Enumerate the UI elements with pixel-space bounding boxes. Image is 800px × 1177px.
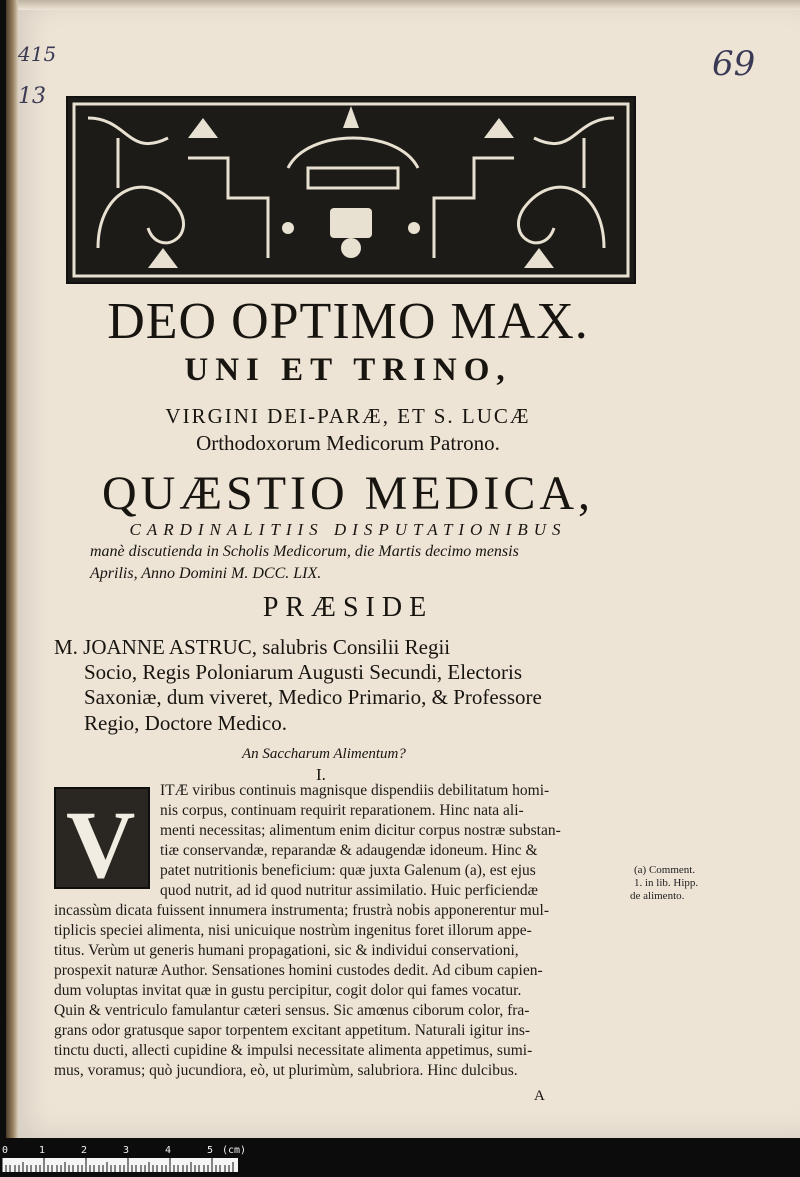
margin-note: (a) Comment. — [634, 864, 696, 876]
question-heading: An Saccharum Alimentum? — [242, 746, 406, 762]
body-line: ITÆ viribus continuis magnisque dispendiis debilitatum homi- — [160, 782, 550, 799]
body-line: tiplicis speciei alimenta, nisi unicuique nostrùm ingenitus foret illorum appe- — [54, 922, 532, 939]
thesis-subtitle: CARDINALITIIS DISPUTATIONIBUS — [129, 520, 567, 539]
ruler-label: 0 — [2, 1145, 9, 1156]
praeside-heading: PRÆSIDE — [262, 592, 434, 623]
dedication-line: DEO OPTIMO MAX. — [107, 293, 589, 350]
headpiece-ornament — [66, 96, 636, 284]
body-line: nis corpus, continuam requirit reparationem. Hinc nata ali- — [160, 802, 524, 819]
page-top-edge — [18, 0, 800, 10]
praeses-line: M. JOANNE ASTRUC, salubris Consilii Regii — [54, 635, 451, 659]
ruler-label: 4 — [165, 1145, 172, 1156]
drop-cap-letter: V — [66, 791, 136, 889]
body-line: tinctu ducti, allecti cupidine & impulsi necessitate alimenta appetimus, sumi- — [54, 1042, 533, 1059]
body-line: titus. Verùm ut generis humani propagationi, sic & individui conservationi, — [54, 942, 519, 959]
signature-mark: A — [534, 1088, 545, 1104]
ruler-label: 1 — [39, 1145, 46, 1156]
body-line: dum voluptas invitat quæ in gustu percipitur, cogit dolor qui fames vocatur. — [54, 982, 522, 999]
body-line: Quin & ventriculo famulantur cæteri sensus. Sic amœnus ciborum color, fra- — [54, 1002, 530, 1019]
body-line: quod nutrit, ad id quod nutritur assimilatio. Huic perficiendæ — [160, 882, 538, 899]
book-page — [6, 0, 800, 1138]
book-spine — [6, 0, 18, 1138]
body-line: menti necessitas; alimentum enim dicitur corpus nostræ substan- — [160, 822, 561, 839]
thesis-date-line: Aprilis, Anno Domini M. DCC. LIX. — [90, 565, 322, 582]
manuscript-folio-number: 13 — [18, 84, 46, 109]
body-line: incassùm dicata fuissent innumera instrumenta; frustrà nobis apponerentur mul- — [54, 902, 550, 919]
margin-note: de alimento. — [630, 890, 685, 902]
praeses-line: Regio, Doctore Medico. — [84, 711, 287, 735]
thesis-date-line: manè discutienda in Scholis Medicorum, die Martis decimo mensis — [90, 543, 519, 560]
manuscript-page-number: 69 — [712, 44, 756, 84]
ruler-bar — [2, 1158, 238, 1172]
scale-ruler — [0, 1143, 800, 1177]
dedication-line: VIRGINI DEI-PARÆ, ET S. LUCÆ — [165, 404, 531, 428]
ruler-unit: (cm) — [222, 1145, 247, 1156]
body-line: mus, voramus; quò jucundiora, eò, ut plurimùm, salubriora. Hinc dulcibus. — [54, 1062, 518, 1079]
body-line: grans odor gratusque sapor torpentem excitant appetitum. Naturali igitur ins- — [54, 1022, 531, 1039]
dedication-line: Orthodoxorum Medicorum Patrono. — [196, 431, 500, 455]
ruler-label: 2 — [81, 1145, 88, 1156]
body-line: patet nutritionis beneficium: quæ juxta Galenum (a), est ejus — [160, 862, 536, 879]
praeses-line: Socio, Regis Poloniarum Augusti Secundi, Electoris — [84, 660, 523, 684]
drop-cap — [54, 787, 150, 889]
body-line: prospexit naturæ Author. Sensationes homini custodes dedit. Ad cibum capien- — [54, 962, 543, 979]
margin-note: 1. in lib. Hipp. — [634, 877, 699, 889]
thesis-title: QUÆSTIO MEDICA, — [102, 467, 594, 520]
body-line: tiæ conservandæ, reparandæ & adaugendæ idoneum. Hinc & — [160, 842, 538, 859]
manuscript-folio-number: 415 — [18, 42, 57, 66]
section-number: I. — [316, 765, 326, 784]
praeses-line: Saxoniæ, dum viveret, Medico Primario, & Professore — [84, 685, 542, 709]
ruler-label: 5 — [207, 1145, 214, 1156]
ruler-label: 3 — [123, 1145, 130, 1156]
dedication-line: UNI ET TRINO, — [184, 352, 512, 388]
